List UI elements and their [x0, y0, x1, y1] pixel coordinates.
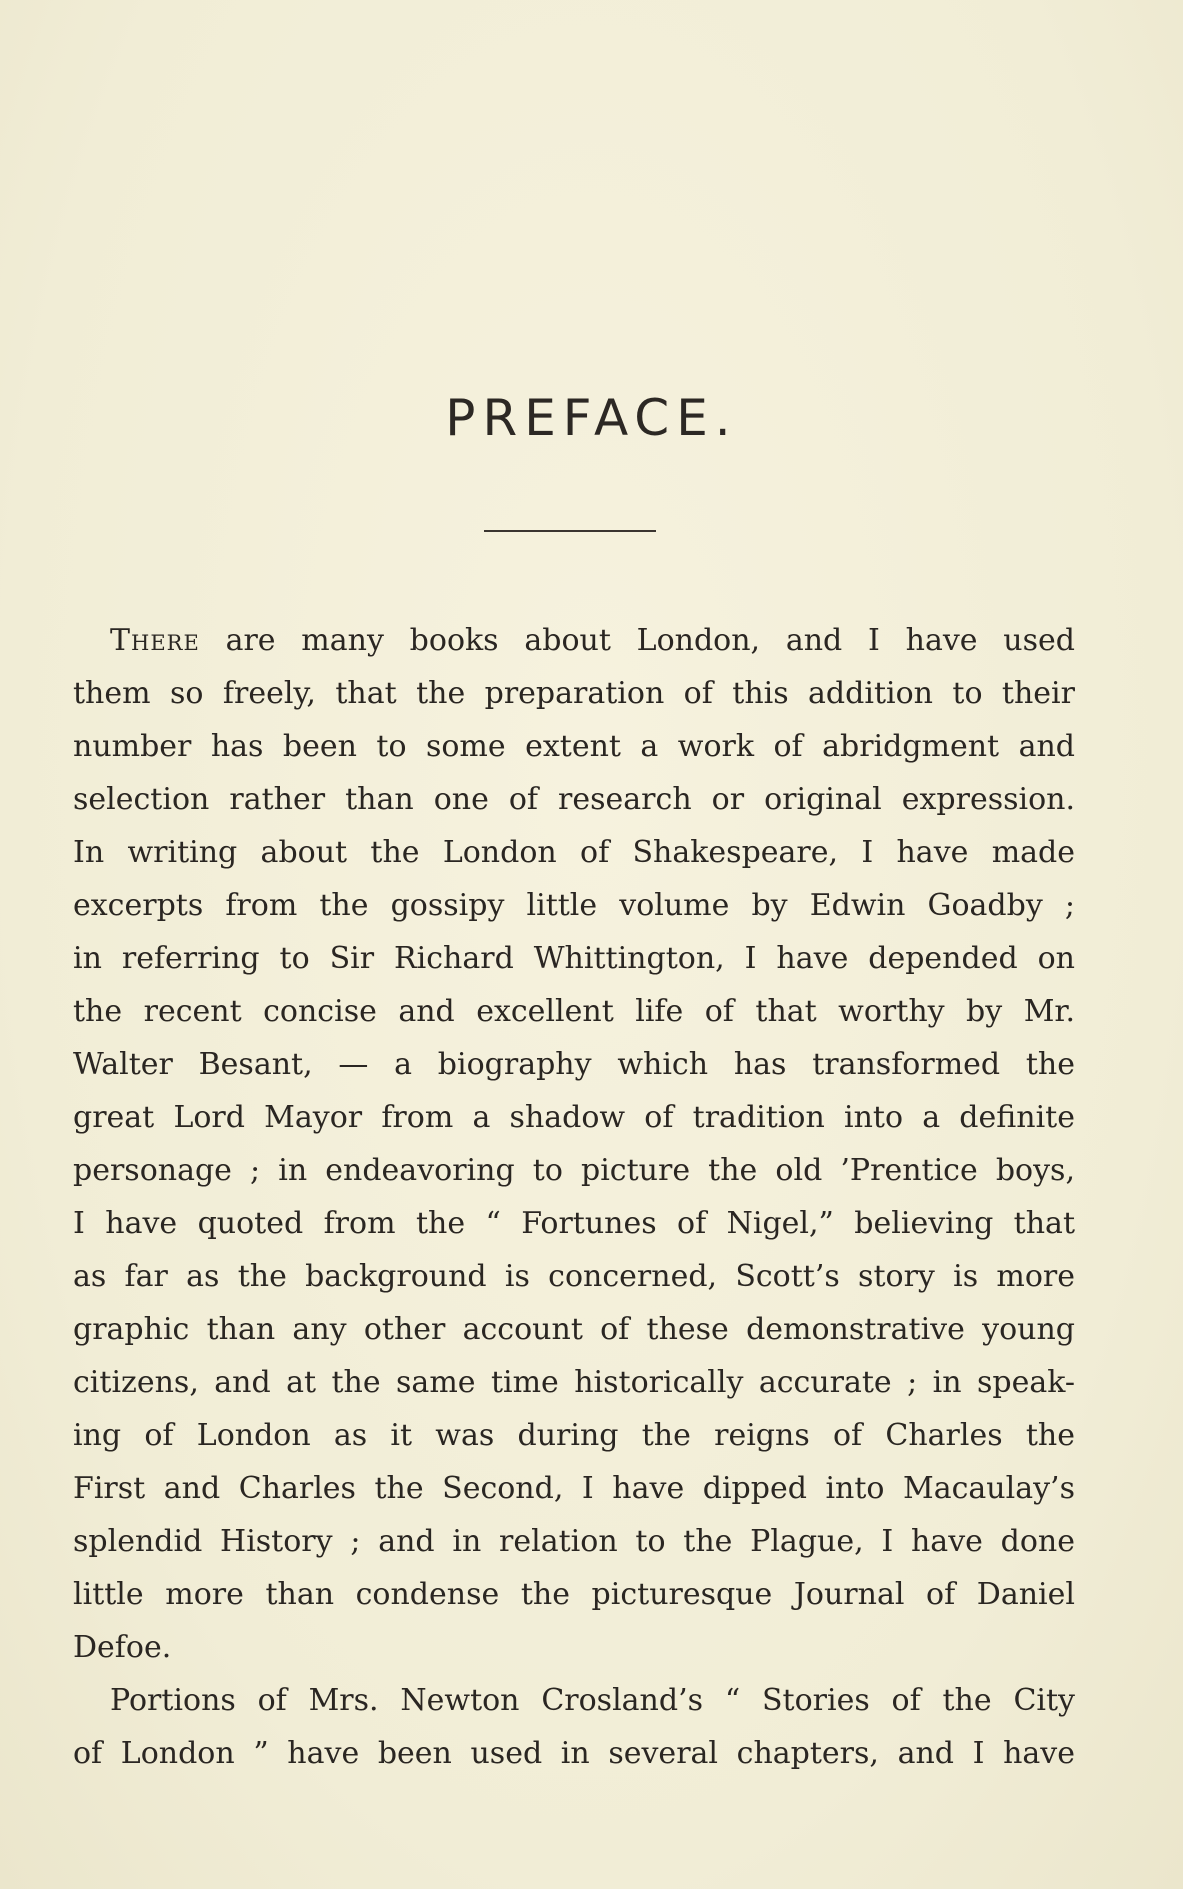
text-line: ing of London as it was during the reigns of Charles the — [73, 1418, 1075, 1453]
text-line: There are many books about London, and I have used — [110, 623, 1075, 658]
text-line: personage ; in endeavoring to picture the old ’Prentice boys, — [73, 1153, 1075, 1188]
text-line: of London ” have been used in several chapters, and I have — [73, 1736, 1075, 1771]
title-divider — [484, 530, 656, 532]
text-line: Portions of Mrs. Newton Crosland’s “ Stories of the City — [110, 1683, 1075, 1718]
text-line: citizens, and at the same time historically accurate ; in speak- — [73, 1365, 1075, 1400]
text-line: number has been to some extent a work of abridgment and — [73, 729, 1075, 764]
text-line: splendid History ; and in relation to the Plague, I have done — [73, 1524, 1075, 1559]
text-line: them so freely, that the preparation of this addition to their — [73, 676, 1075, 711]
lead-word-small-caps: There — [110, 623, 200, 658]
text-line: little more than condense the picturesque Journal of Daniel — [73, 1577, 1075, 1612]
text-line: In writing about the London of Shakespeare, I have made — [73, 835, 1075, 870]
text-line: First and Charles the Second, I have dipped into Macaulay’s — [73, 1471, 1075, 1506]
text-line: the recent concise and excellent life of that worthy by Mr. — [73, 994, 1075, 1029]
text-line: as far as the background is concerned, Scott’s story is more — [73, 1259, 1075, 1294]
text-line: selection rather than one of research or original expression. — [73, 782, 1075, 817]
text-line: great Lord Mayor from a shadow of tradition into a definite — [73, 1100, 1075, 1135]
text-line: I have quoted from the “ Fortunes of Nigel,” believing that — [73, 1206, 1075, 1241]
text-line: Walter Besant, — a biography which has transformed the — [73, 1047, 1075, 1082]
text-line: in referring to Sir Richard Whittington, I have depended on — [73, 941, 1075, 976]
preface-body — [73, 614, 1075, 1780]
text-line: graphic than any other account of these demonstrative young — [73, 1312, 1075, 1347]
text-line: excerpts from the gossipy little volume by Edwin Goadby ; — [73, 888, 1075, 923]
text-line: Defoe. — [73, 1630, 172, 1665]
page-title: PREFACE. — [445, 389, 738, 447]
